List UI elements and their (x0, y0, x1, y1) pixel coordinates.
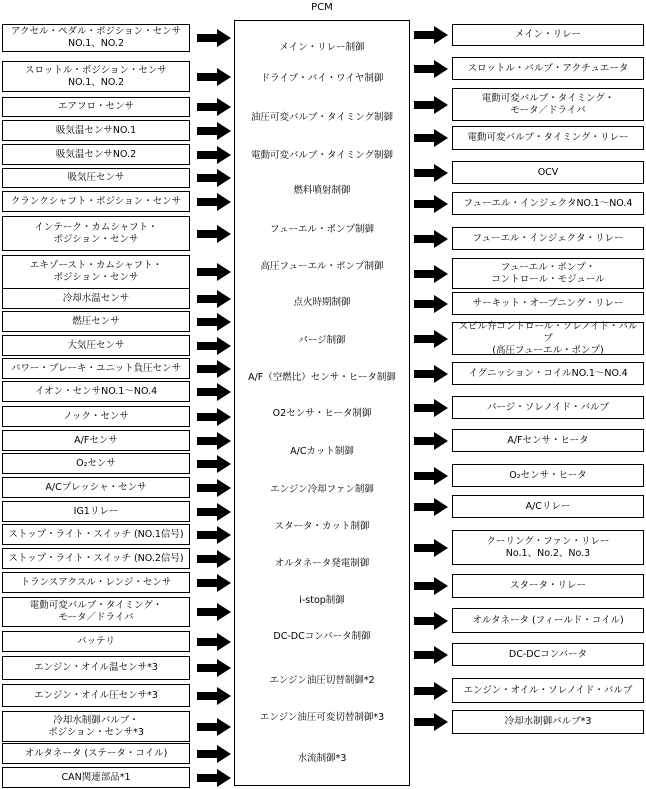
output-box: パージ・ソレノイド・バルブ (452, 396, 644, 419)
input-box: IG1リレー (2, 501, 190, 522)
control-function: エンジン油圧切替制御*2 (269, 675, 375, 686)
control-function: エンジン油圧可変切替制御*3 (259, 712, 385, 723)
input-box: エンジン・オイル温センサ*3 (2, 656, 190, 680)
control-function: メイン・リレー制御 (279, 42, 365, 53)
control-function: スタータ・カット制御 (274, 521, 370, 532)
output-box: スロットル・バルブ・アクチュエータ (452, 57, 644, 80)
output-box: 電動可変バルブ・タイミング・リレー (452, 126, 644, 150)
input-box: 吸気圧センサ (2, 168, 190, 188)
input-box: エアフロ・センサ (2, 97, 190, 117)
output-box: イグニッション・コイルNO.1～NO.4 (452, 362, 644, 385)
control-function: A/Cカット制御 (290, 446, 354, 457)
input-box: クランクシャフト・ポジション・センサ (2, 191, 190, 212)
control-function: A/F（空燃比）センサ・ヒータ制御 (248, 372, 396, 383)
input-box: 冷却水制御バルブ・ ポジション・センサ*3 (2, 711, 190, 742)
control-function: DC-DCコンバータ制御 (273, 631, 371, 642)
input-box: トランスアクスル・レンジ・センサ (2, 572, 190, 593)
output-box: エンジン・オイル・ソレノイド・バルブ (452, 678, 644, 703)
input-box: 電動可変バルブ・タイミング・ モータ／ドライバ (2, 597, 190, 627)
input-box: イオン・センサNO.1～NO.4 (2, 381, 190, 402)
pcm-title: PCM (311, 2, 333, 13)
input-box: 冷却水温センサ (2, 288, 190, 309)
output-box: スタータ・リレー (452, 574, 644, 598)
input-box: CAN関連部品*1 (2, 767, 190, 788)
input-box: A/Fセンサ (2, 430, 190, 451)
control-function: O2センサ・ヒータ制御 (272, 408, 372, 419)
control-function: 電動可変バルブ・タイミング制御 (250, 150, 394, 161)
input-box: エンジン・オイル圧センサ*3 (2, 684, 190, 707)
input-box: O₂センサ (2, 453, 190, 474)
output-box: O₂センサ・ヒータ (452, 464, 644, 487)
control-function: 燃料噴射制御 (293, 185, 351, 196)
output-box: サーキット・オープニング・リレー (452, 292, 644, 315)
output-box: スピル弁コントロール・ソレノイド・バルブ (高圧フューエル・ポンプ) (452, 322, 644, 355)
output-box: オルタネータ (フィールド・コイル) (452, 608, 644, 633)
control-function: 高圧フューエル・ポンプ制御 (260, 261, 384, 272)
output-box: メイン・リレー (452, 24, 644, 46)
input-box: スロットル・ポジション・センサ NO.1、NO.2 (2, 61, 190, 92)
input-box: 大気圧センサ (2, 335, 190, 356)
input-box: オルタネータ (ステータ・コイル) (2, 743, 190, 764)
input-box: バッテリ (2, 631, 190, 652)
control-function: 点火時期制御 (293, 297, 351, 308)
output-box: フューエル・ポンプ・ コントロール・モジュール (452, 258, 644, 289)
control-function: 油圧可変バルブ・タイミング制御 (250, 112, 394, 123)
control-function: ドライブ・バイ・ワイヤ制御 (260, 73, 384, 84)
input-box: エキゾースト・カムシャフト・ ポジション・センサ (2, 255, 190, 289)
output-box: 電動可変バルブ・タイミング・ モータ／ドライバ (452, 88, 644, 121)
input-box: 吸気温センサNO.2 (2, 144, 190, 165)
control-function: 水流制御*3 (297, 753, 347, 764)
input-box: ノック・センサ (2, 406, 190, 427)
output-box: DC-DCコンバータ (452, 643, 644, 666)
input-box: 吸気温センサNO.1 (2, 120, 190, 141)
control-function: i-stop制御 (299, 595, 345, 606)
control-function: エンジン冷却ファン制御 (270, 484, 374, 495)
output-box: A/Fセンサ・ヒータ (452, 429, 644, 452)
output-box: クーリング・ファン・リレー No.1、No.2、No.3 (452, 530, 644, 565)
input-box: ストップ・ライト・スイッチ (NO.2信号) (2, 548, 190, 569)
input-box: アクセル・ペダル・ポジション・センサ NO.1、NO.2 (2, 24, 190, 52)
output-box: 冷却水制御バルブ*3 (452, 710, 644, 734)
output-box: OCV (452, 161, 644, 184)
output-box: フューエル・インジェクタNO.1～NO.4 (452, 192, 644, 215)
input-box: 燃圧センサ (2, 311, 190, 332)
input-box: A/Cプレッシャ・センサ (2, 477, 190, 498)
input-box: ストップ・ライト・スイッチ (NO.1信号) (2, 524, 190, 545)
control-function: オルタネータ発電制御 (274, 558, 370, 569)
output-box: フューエル・インジェクタ・リレー (452, 227, 644, 250)
control-function: パージ制御 (298, 335, 346, 346)
control-function: フューエル・ポンプ制御 (269, 224, 375, 235)
output-box: A/Cリレー (452, 495, 644, 518)
input-box: パワー・ブレーキ・ユニット負圧センサ (2, 358, 190, 379)
input-box: インテーク・カムシャフト・ ポジション・センサ (2, 216, 190, 251)
